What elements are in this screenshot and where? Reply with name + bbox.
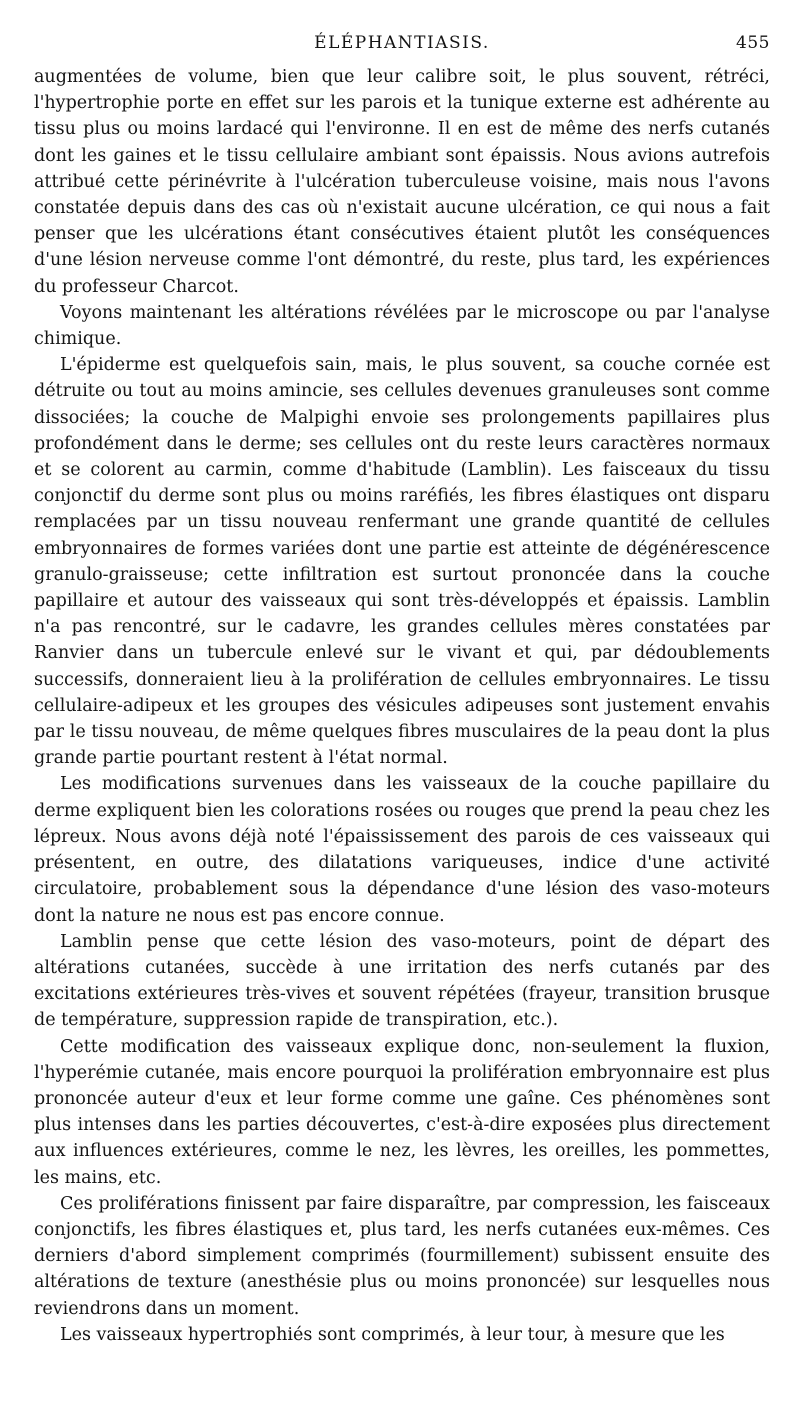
paragraph-2: Voyons maintenant les altérations révélées par le microscope ou par l'analyse chimique. [34, 302, 770, 350]
paragraph-7: Ces proliférations finissent par faire disparaître, par compression, les faisceaux conjonctifs, les fibres élastiques et, plus tard, les nerfs cutanées eux-mêmes. Ces derniers d'abord simplement comprimés (fourmillement) subissent ensuite des altérations de texture (anesthésie plus ou moins prononcée) sur lesquelles nous reviendrons dans un moment. [34, 1193, 770, 1319]
paragraph-1: augmentées de volume, bien que leur calibre soit, le plus souvent, rétréci, l'hypertrophie porte en effet sur les parois et la tunique externe est adhérente au tissu plus ou moins lardacé qui l'environne. Il en est de même des nerfs cutanés dont les gaines et le tissu cellulaire ambiant sont épaissis. Nous avions autrefois attribué cette périnévrite à l'ulcération tuberculeuse voisine, mais nous l'avons constatée depuis dans des cas où n'existait aucune ulcération, ce qui nous a fait penser que les ulcérations étant consécutives étaient plutôt les conséquences d'une lésion nerveuse comme l'ont démontré, du reste, plus tard, les expériences du professeur Charcot. [34, 67, 770, 297]
paragraph-3: L'épiderme est quelquefois sain, mais, le plus souvent, sa couche cornée est détruite ou tout au moins amincie, ses cellules devenues granuleuses sont comme dissociées; la couche de Malpighi envoie ses prolongements papillaires plus profondément dans le derme; ses cellules ont du reste leurs caractères normaux et se colorent au carmin, comme d'habitude (Lamblin). Les faisceaux du tissu conjonctif du derme sont plus ou moins raréfiés, les fibres élastiques ont disparu remplacées par un tissu nouveau renfermant une grande quantité de cellules embryonnaires de formes variées dont une partie est atteinte de dégénérescence granulo-graisseuse; cette infiltration est surtout prononcée dans la couche papillaire et autour des vaisseaux qui sont très-développés et épaissis. Lamblin n'a pas rencontré, sur le cadavre, les grandes cellules mères constatées par Ranvier dans un tubercule enlevé sur le vivant et qui, par dédoublements successifs, donneraient lieu à la prolifération de cellules embryonnaires. Le tissu cellulaire-adipeux et les groupes des vésicules adipeuses sont justement envahis par le tissu nouveau, de même quelques fibres musculaires de la peau dont la plus grande partie pourtant restent à l'état normal. [34, 355, 770, 769]
page [34, 30, 770, 1348]
paragraph-8: Les vaisseaux hypertrophiés sont comprimés, à leur tour, à mesure que les [60, 1324, 725, 1345]
paragraph-4: Les modifications survenues dans les vaisseaux de la couche papillaire du derme expliquent bien les colorations rosées ou rouges que prend la peau chez les lépreux. Nous avons déjà noté l'épaississement des parois de ces vaisseaux qui présentent, en outre, des dilatations variqueuses, indice d'une activité circulatoire, probablement sous la dépendance d'une lésion des vaso-moteurs dont la nature ne nous est pas encore connue. [34, 774, 770, 926]
running-title: ÉLÉPHANTIASIS. [314, 33, 490, 53]
paragraph-5: Lamblin pense que cette lésion des vaso-moteurs, point de départ des altérations cutanées, succède à une irritation des nerfs cutanés par des excitations extérieures très-vives et souvent répétées (frayeur, transition brusque de température, suppression rapide de transpiration, etc.). [34, 931, 770, 1031]
page-number: 455 [736, 33, 770, 53]
paragraph-6: Cette modification des vaisseaux explique donc, non-seulement la fluxion, l'hyperémie cutanée, mais encore pourquoi la prolifération embryonnaire est plus prononcée auteur d'eux et leur forme comme une gaîne. Ces phénomènes sont plus intenses dans les parties découvertes, c'est-à-dire exposées plus directement aux influences extérieures, comme le nez, les lèvres, les oreilles, les pommettes, les mains, etc. [34, 1036, 770, 1188]
running-header [34, 30, 770, 64]
